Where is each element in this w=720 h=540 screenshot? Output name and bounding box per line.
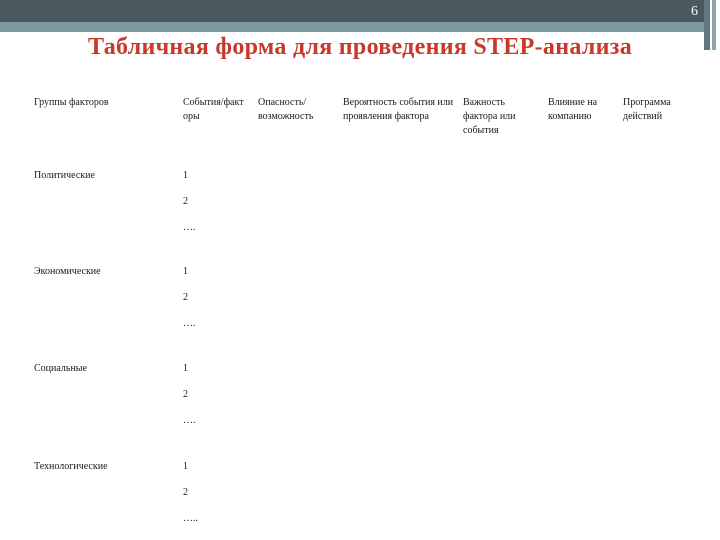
group-political: Политические xyxy=(34,170,95,181)
top-bar-accent xyxy=(0,22,704,32)
header-importance: Важность фактора или события xyxy=(463,97,516,136)
social-item-more: …. xyxy=(183,415,196,426)
slide-title: Табличная форма для проведения STEP-анализа xyxy=(87,34,633,60)
group-economic: Экономические xyxy=(34,266,101,277)
group-social: Социальные xyxy=(34,363,87,374)
group-technological: Технологические xyxy=(34,461,108,472)
header-events: События/факт оры xyxy=(183,97,244,122)
political-item-1: 1 xyxy=(183,170,188,181)
technological-item-1: 1 xyxy=(183,461,188,472)
political-item-more: …. xyxy=(183,222,196,233)
header-threat-opportunity: Опасность/ возможность xyxy=(258,97,314,122)
political-item-2: 2 xyxy=(183,196,188,207)
economic-item-more: …. xyxy=(183,318,196,329)
header-impact: Влияние на компанию xyxy=(548,97,598,122)
header-probability: Вероятность события или проявления фактора xyxy=(343,97,454,122)
economic-item-1: 1 xyxy=(183,266,188,277)
technological-item-2: 2 xyxy=(183,487,188,498)
technological-item-more: ….. xyxy=(183,513,198,524)
top-bar xyxy=(0,0,704,22)
header-action-program: Программа действий xyxy=(623,97,671,122)
social-item-2: 2 xyxy=(183,389,188,400)
header-groups: Группы факторов xyxy=(34,97,109,108)
social-item-1: 1 xyxy=(183,363,188,374)
slide-number: 6 xyxy=(691,4,698,19)
economic-item-2: 2 xyxy=(183,292,188,303)
